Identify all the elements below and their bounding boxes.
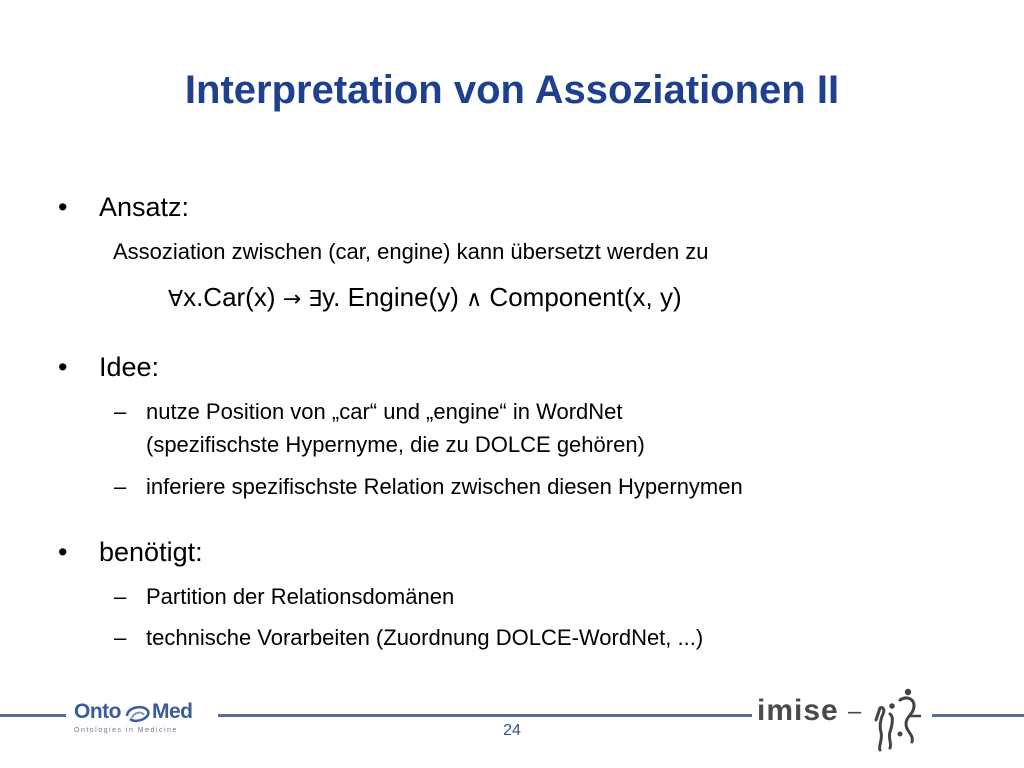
dash-marker: – bbox=[114, 584, 127, 609]
formula-part-3: Component(x, y) bbox=[482, 282, 682, 312]
footer-line-right bbox=[932, 714, 1024, 717]
bullet-marker: • bbox=[58, 537, 68, 567]
ontomed-logo bbox=[74, 700, 214, 740]
ontomed-logo-subtitle: Ontologies in Medicine bbox=[74, 727, 178, 734]
bullet-ansatz-label: Ansatz: bbox=[99, 192, 190, 222]
idee-item-2: inferiere spezifischste Relation zwischen diesen Hypernymen bbox=[146, 474, 743, 499]
slide-title: Interpretation von Assoziationen II bbox=[184, 68, 840, 112]
bullet-idee-label: Idee: bbox=[99, 352, 160, 382]
imise-dash: – bbox=[848, 698, 862, 725]
idee-item-1: nutze Position von „car“ und „engine“ in WordNet bbox=[146, 399, 623, 424]
formula-part-2: y. Engine(y) bbox=[322, 282, 467, 312]
ontomed-logo-text-1: Onto bbox=[74, 700, 121, 723]
formula-part-1: x.Car(x) bbox=[183, 282, 283, 312]
dash-marker: – bbox=[114, 399, 127, 424]
idee-item-1-cont: (spezifischste Hypernyme, die zu DOLCE gehören) bbox=[146, 432, 645, 457]
footer-line-left bbox=[0, 714, 66, 717]
page-number: 24 bbox=[503, 722, 521, 739]
arrow-symbol: → bbox=[282, 287, 302, 312]
ontomed-swirl-icon bbox=[124, 702, 152, 726]
forall-symbol: ∀ bbox=[168, 287, 184, 312]
imise-logo: imise bbox=[757, 694, 839, 727]
ansatz-text: Assoziation zwischen (car, engine) kann übersetzt werden zu bbox=[113, 239, 709, 264]
ontomed-logo-text-2: Med bbox=[152, 700, 193, 723]
footer-line-middle bbox=[218, 714, 752, 717]
exists-symbol: ∃ bbox=[301, 287, 323, 312]
benoetigt-item-2: technische Vorarbeiten (Zuordnung DOLCE-WordNet, ...) bbox=[146, 625, 704, 650]
dash-marker: – bbox=[114, 625, 127, 650]
bullet-benoetigt-label: benötigt: bbox=[99, 537, 203, 567]
dash-marker: – bbox=[114, 474, 127, 499]
bullet-marker: • bbox=[58, 352, 68, 382]
and-symbol: ∧ bbox=[466, 287, 483, 312]
bullet-marker: • bbox=[58, 192, 68, 222]
benoetigt-item-1: Partition der Relationsdomänen bbox=[146, 584, 455, 609]
ifi-emblem-icon bbox=[870, 686, 926, 752]
ansatz-formula bbox=[168, 282, 682, 313]
